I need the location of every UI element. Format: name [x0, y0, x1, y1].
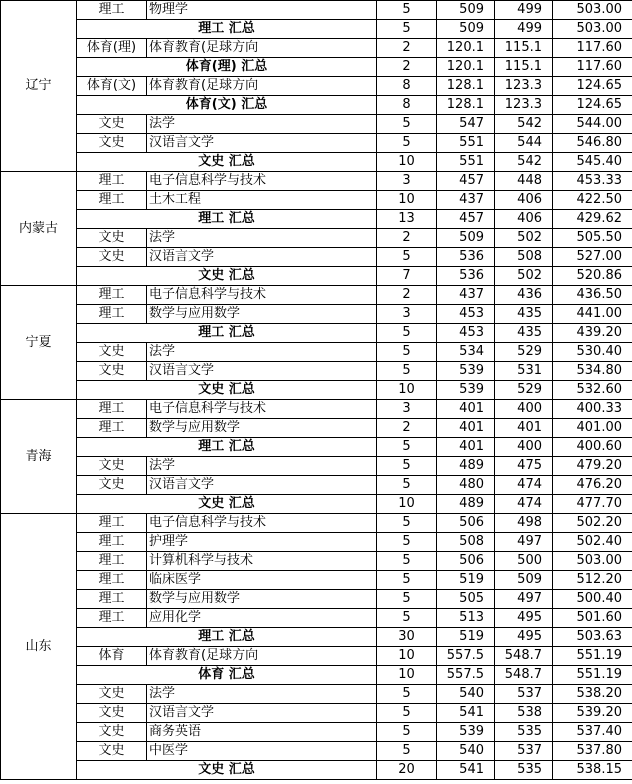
summary-row	[1, 58, 632, 77]
province-cell: 辽宁	[1, 1, 77, 172]
summary-label: 体育(理) 汇总	[77, 58, 377, 77]
major-cell: 法学	[147, 343, 377, 362]
min-score-cell: 115.1	[495, 39, 553, 58]
table-row	[1, 609, 632, 628]
summary-row	[1, 761, 632, 780]
major-cell: 汉语言文学	[147, 134, 377, 153]
max-score-cell: 539	[437, 362, 495, 381]
min-score-cell: 495	[495, 628, 553, 647]
count-cell: 5	[377, 134, 437, 153]
count-cell: 5	[377, 590, 437, 609]
major-cell: 电子信息科学与技术	[147, 286, 377, 305]
max-score-cell: 457	[437, 210, 495, 229]
max-score-cell: 508	[437, 533, 495, 552]
table-row	[1, 191, 632, 210]
max-score-cell: 551	[437, 153, 495, 172]
avg-score-cell: 502.20	[553, 514, 632, 533]
max-score-cell: 536	[437, 248, 495, 267]
min-score-cell: 542	[495, 115, 553, 134]
subject-cell: 理工	[77, 533, 147, 552]
max-score-cell: 541	[437, 704, 495, 723]
subject-cell: 文史	[77, 229, 147, 248]
max-score-cell: 453	[437, 324, 495, 343]
avg-score-cell: 117.60	[553, 58, 632, 77]
max-score-cell: 540	[437, 742, 495, 761]
avg-score-cell: 539.20	[553, 704, 632, 723]
summary-label: 文史 汇总	[77, 381, 377, 400]
major-cell: 汉语言文学	[147, 476, 377, 495]
max-score-cell: 557.5	[437, 647, 495, 666]
max-score-cell: 437	[437, 286, 495, 305]
min-score-cell: 537	[495, 685, 553, 704]
table-row	[1, 552, 632, 571]
summary-row	[1, 267, 632, 286]
count-cell: 3	[377, 305, 437, 324]
avg-score-cell: 503.63	[553, 628, 632, 647]
major-cell: 法学	[147, 229, 377, 248]
count-cell: 5	[377, 571, 437, 590]
min-score-cell: 401	[495, 419, 553, 438]
avg-score-cell: 532.60	[553, 381, 632, 400]
avg-score-cell: 439.20	[553, 324, 632, 343]
subject-cell: 理工	[77, 571, 147, 590]
major-cell: 汉语言文学	[147, 248, 377, 267]
max-score-cell: 509	[437, 1, 495, 20]
avg-score-cell: 476.20	[553, 476, 632, 495]
count-cell: 5	[377, 1, 437, 20]
min-score-cell: 115.1	[495, 58, 553, 77]
major-cell: 体育教育(足球方向	[147, 39, 377, 58]
count-cell: 10	[377, 191, 437, 210]
summary-row	[1, 324, 632, 343]
count-cell: 10	[377, 381, 437, 400]
min-score-cell: 123.3	[495, 77, 553, 96]
major-cell: 电子信息科学与技术	[147, 514, 377, 533]
max-score-cell: 519	[437, 628, 495, 647]
summary-row	[1, 666, 632, 685]
subject-cell: 理工	[77, 1, 147, 20]
summary-row	[1, 20, 632, 39]
subject-cell: 理工	[77, 400, 147, 419]
max-score-cell: 128.1	[437, 77, 495, 96]
major-cell: 中医学	[147, 742, 377, 761]
min-score-cell: 535	[495, 723, 553, 742]
min-score-cell: 508	[495, 248, 553, 267]
min-score-cell: 529	[495, 381, 553, 400]
max-score-cell: 534	[437, 343, 495, 362]
avg-score-cell: 479.20	[553, 457, 632, 476]
min-score-cell: 544	[495, 134, 553, 153]
table-row	[1, 723, 632, 742]
summary-label: 体育(文) 汇总	[77, 96, 377, 115]
subject-cell: 理工	[77, 305, 147, 324]
subject-cell: 理工	[77, 286, 147, 305]
max-score-cell: 506	[437, 514, 495, 533]
subject-cell: 文史	[77, 457, 147, 476]
table-row	[1, 77, 632, 96]
table-row	[1, 457, 632, 476]
subject-cell: 理工	[77, 191, 147, 210]
max-score-cell: 547	[437, 115, 495, 134]
count-cell: 10	[377, 495, 437, 514]
min-score-cell: 435	[495, 324, 553, 343]
min-score-cell: 537	[495, 742, 553, 761]
max-score-cell: 120.1	[437, 58, 495, 77]
major-cell: 法学	[147, 685, 377, 704]
summary-label: 理工 汇总	[77, 324, 377, 343]
major-cell: 土木工程	[147, 191, 377, 210]
summary-label: 理工 汇总	[77, 20, 377, 39]
subject-cell: 理工	[77, 590, 147, 609]
avg-score-cell: 503.00	[553, 20, 632, 39]
max-score-cell: 437	[437, 191, 495, 210]
avg-score-cell: 538.20	[553, 685, 632, 704]
min-score-cell: 529	[495, 343, 553, 362]
max-score-cell: 536	[437, 267, 495, 286]
min-score-cell: 502	[495, 267, 553, 286]
avg-score-cell: 441.00	[553, 305, 632, 324]
avg-score-cell: 400.33	[553, 400, 632, 419]
min-score-cell: 495	[495, 609, 553, 628]
province-cell: 青海	[1, 400, 77, 514]
max-score-cell: 453	[437, 305, 495, 324]
count-cell: 5	[377, 552, 437, 571]
table-row	[1, 400, 632, 419]
min-score-cell: 548.7	[495, 666, 553, 685]
max-score-cell: 539	[437, 723, 495, 742]
min-score-cell: 123.3	[495, 96, 553, 115]
subject-cell: 体育(文)	[77, 77, 147, 96]
summary-label: 文史 汇总	[77, 153, 377, 172]
count-cell: 3	[377, 400, 437, 419]
count-cell: 5	[377, 248, 437, 267]
avg-score-cell: 501.60	[553, 609, 632, 628]
avg-score-cell: 503.00	[553, 1, 632, 20]
count-cell: 7	[377, 267, 437, 286]
major-cell: 应用化学	[147, 609, 377, 628]
max-score-cell: 489	[437, 495, 495, 514]
min-score-cell: 474	[495, 495, 553, 514]
subject-cell: 理工	[77, 609, 147, 628]
table-row	[1, 305, 632, 324]
table-row	[1, 248, 632, 267]
max-score-cell: 505	[437, 590, 495, 609]
subject-cell: 理工	[77, 172, 147, 191]
count-cell: 30	[377, 628, 437, 647]
table-row	[1, 134, 632, 153]
avg-score-cell: 551.19	[553, 647, 632, 666]
count-cell: 5	[377, 685, 437, 704]
table-row	[1, 1, 632, 20]
avg-score-cell: 545.40	[553, 153, 632, 172]
major-cell: 法学	[147, 457, 377, 476]
count-cell: 5	[377, 362, 437, 381]
count-cell: 5	[377, 115, 437, 134]
subject-cell: 理工	[77, 419, 147, 438]
max-score-cell: 506	[437, 552, 495, 571]
count-cell: 2	[377, 419, 437, 438]
max-score-cell: 509	[437, 229, 495, 248]
table-row	[1, 533, 632, 552]
min-score-cell: 509	[495, 571, 553, 590]
max-score-cell: 489	[437, 457, 495, 476]
table-row	[1, 39, 632, 58]
min-score-cell: 400	[495, 400, 553, 419]
count-cell: 5	[377, 704, 437, 723]
table-row	[1, 229, 632, 248]
table-row	[1, 514, 632, 533]
max-score-cell: 401	[437, 400, 495, 419]
summary-row	[1, 628, 632, 647]
summary-label: 理工 汇总	[77, 210, 377, 229]
summary-row	[1, 495, 632, 514]
count-cell: 8	[377, 77, 437, 96]
table-row	[1, 704, 632, 723]
major-cell: 电子信息科学与技术	[147, 400, 377, 419]
avg-score-cell: 512.20	[553, 571, 632, 590]
min-score-cell: 448	[495, 172, 553, 191]
major-cell: 法学	[147, 115, 377, 134]
avg-score-cell: 537.80	[553, 742, 632, 761]
max-score-cell: 540	[437, 685, 495, 704]
major-cell: 数学与应用数学	[147, 419, 377, 438]
avg-score-cell: 546.80	[553, 134, 632, 153]
avg-score-cell: 401.00	[553, 419, 632, 438]
min-score-cell: 500	[495, 552, 553, 571]
min-score-cell: 498	[495, 514, 553, 533]
count-cell: 5	[377, 609, 437, 628]
min-score-cell: 499	[495, 20, 553, 39]
avg-score-cell: 505.50	[553, 229, 632, 248]
max-score-cell: 480	[437, 476, 495, 495]
subject-cell: 体育	[77, 647, 147, 666]
count-cell: 5	[377, 457, 437, 476]
max-score-cell: 557.5	[437, 666, 495, 685]
count-cell: 13	[377, 210, 437, 229]
count-cell: 5	[377, 533, 437, 552]
major-cell: 临床医学	[147, 571, 377, 590]
major-cell: 数学与应用数学	[147, 305, 377, 324]
avg-score-cell: 124.65	[553, 77, 632, 96]
count-cell: 3	[377, 172, 437, 191]
count-cell: 10	[377, 647, 437, 666]
major-cell: 汉语言文学	[147, 362, 377, 381]
table-row	[1, 286, 632, 305]
subject-cell: 文史	[77, 742, 147, 761]
min-score-cell: 499	[495, 1, 553, 20]
min-score-cell: 502	[495, 229, 553, 248]
province-cell: 内蒙古	[1, 172, 77, 286]
major-cell: 计算机科学与技术	[147, 552, 377, 571]
major-cell: 商务英语	[147, 723, 377, 742]
count-cell: 5	[377, 438, 437, 457]
avg-score-cell: 422.50	[553, 191, 632, 210]
avg-score-cell: 503.00	[553, 552, 632, 571]
count-cell: 10	[377, 666, 437, 685]
summary-row	[1, 381, 632, 400]
avg-score-cell: 527.00	[553, 248, 632, 267]
subject-cell: 文史	[77, 248, 147, 267]
subject-cell: 理工	[77, 552, 147, 571]
count-cell: 2	[377, 58, 437, 77]
count-cell: 8	[377, 96, 437, 115]
min-score-cell: 542	[495, 153, 553, 172]
count-cell: 5	[377, 742, 437, 761]
avg-score-cell: 538.15	[553, 761, 632, 780]
max-score-cell: 128.1	[437, 96, 495, 115]
count-cell: 2	[377, 229, 437, 248]
summary-row	[1, 153, 632, 172]
max-score-cell: 551	[437, 134, 495, 153]
min-score-cell: 475	[495, 457, 553, 476]
min-score-cell: 400	[495, 438, 553, 457]
subject-cell: 文史	[77, 704, 147, 723]
max-score-cell: 541	[437, 761, 495, 780]
table-row	[1, 172, 632, 191]
avg-score-cell: 124.65	[553, 96, 632, 115]
min-score-cell: 435	[495, 305, 553, 324]
min-score-cell: 548.7	[495, 647, 553, 666]
min-score-cell: 535	[495, 761, 553, 780]
province-cell: 山东	[1, 514, 77, 780]
avg-score-cell: 551.19	[553, 666, 632, 685]
table-row	[1, 115, 632, 134]
avg-score-cell: 502.40	[553, 533, 632, 552]
min-score-cell: 406	[495, 210, 553, 229]
avg-score-cell: 117.60	[553, 39, 632, 58]
subject-cell: 文史	[77, 723, 147, 742]
count-cell: 2	[377, 286, 437, 305]
major-cell: 汉语言文学	[147, 704, 377, 723]
avg-score-cell: 500.40	[553, 590, 632, 609]
summary-label: 理工 汇总	[77, 438, 377, 457]
summary-label: 文史 汇总	[77, 495, 377, 514]
table-row	[1, 571, 632, 590]
table-row	[1, 343, 632, 362]
count-cell: 5	[377, 476, 437, 495]
subject-cell: 文史	[77, 134, 147, 153]
table-row	[1, 647, 632, 666]
major-cell: 体育教育(足球方向	[147, 77, 377, 96]
max-score-cell: 457	[437, 172, 495, 191]
subject-cell: 文史	[77, 343, 147, 362]
min-score-cell: 474	[495, 476, 553, 495]
max-score-cell: 120.1	[437, 39, 495, 58]
min-score-cell: 497	[495, 533, 553, 552]
summary-label: 文史 汇总	[77, 761, 377, 780]
max-score-cell: 513	[437, 609, 495, 628]
summary-row	[1, 96, 632, 115]
summary-label: 文史 汇总	[77, 267, 377, 286]
table-row	[1, 362, 632, 381]
min-score-cell: 531	[495, 362, 553, 381]
subject-cell: 文史	[77, 685, 147, 704]
count-cell: 5	[377, 324, 437, 343]
major-cell: 电子信息科学与技术	[147, 172, 377, 191]
max-score-cell: 539	[437, 381, 495, 400]
min-score-cell: 436	[495, 286, 553, 305]
min-score-cell: 406	[495, 191, 553, 210]
subject-cell: 文史	[77, 476, 147, 495]
major-cell: 物理学	[147, 1, 377, 20]
table-row	[1, 419, 632, 438]
max-score-cell: 509	[437, 20, 495, 39]
major-cell: 体育教育(足球方向	[147, 647, 377, 666]
avg-score-cell: 530.40	[553, 343, 632, 362]
count-cell: 10	[377, 153, 437, 172]
major-cell: 数学与应用数学	[147, 590, 377, 609]
count-cell: 5	[377, 723, 437, 742]
max-score-cell: 401	[437, 419, 495, 438]
avg-score-cell: 429.62	[553, 210, 632, 229]
avg-score-cell: 453.33	[553, 172, 632, 191]
table-row	[1, 476, 632, 495]
min-score-cell: 497	[495, 590, 553, 609]
summary-label: 理工 汇总	[77, 628, 377, 647]
summary-row	[1, 438, 632, 457]
avg-score-cell: 477.70	[553, 495, 632, 514]
avg-score-cell: 520.86	[553, 267, 632, 286]
table-row	[1, 590, 632, 609]
subject-cell: 文史	[77, 115, 147, 134]
summary-label: 体育 汇总	[77, 666, 377, 685]
table-row	[1, 742, 632, 761]
count-cell: 5	[377, 20, 437, 39]
avg-score-cell: 534.80	[553, 362, 632, 381]
max-score-cell: 401	[437, 438, 495, 457]
avg-score-cell: 544.00	[553, 115, 632, 134]
major-cell: 护理学	[147, 533, 377, 552]
count-cell: 5	[377, 514, 437, 533]
count-cell: 20	[377, 761, 437, 780]
min-score-cell: 538	[495, 704, 553, 723]
subject-cell: 文史	[77, 362, 147, 381]
count-cell: 2	[377, 39, 437, 58]
subject-cell: 体育(理)	[77, 39, 147, 58]
table-row	[1, 685, 632, 704]
avg-score-cell: 436.50	[553, 286, 632, 305]
subject-cell: 理工	[77, 514, 147, 533]
count-cell: 5	[377, 343, 437, 362]
max-score-cell: 519	[437, 571, 495, 590]
avg-score-cell: 537.40	[553, 723, 632, 742]
avg-score-cell: 400.60	[553, 438, 632, 457]
province-cell: 宁夏	[1, 286, 77, 400]
table-body	[1, 1, 632, 780]
summary-row	[1, 210, 632, 229]
